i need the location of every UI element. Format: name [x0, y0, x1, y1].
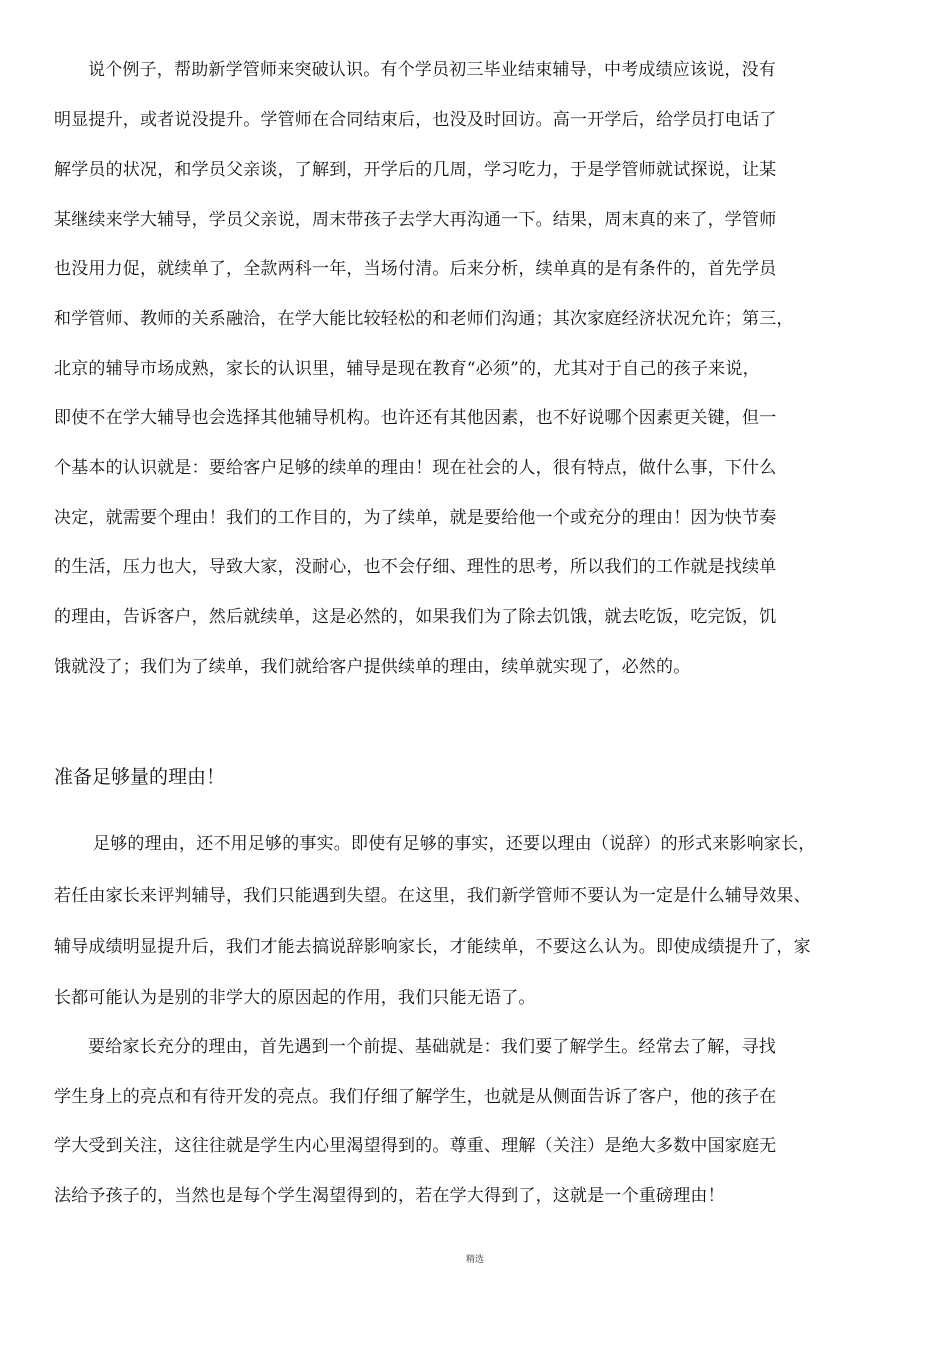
paragraph-line: 也没用力促，就续单了，全款两科一年，当场付清。后来分析，续单真的是有条件的，首先学员: [54, 259, 777, 279]
paragraph-line: 的理由，告诉客户，然后就续单，这是必然的，如果我们为了除去饥饿，就去吃饭，吃完饭，饥: [54, 607, 777, 627]
paragraph-line: 足够的理由，还不用足够的事实。即使有足够的事实，还要以理由（说辞）的形式来影响家长，: [93, 834, 816, 854]
paragraph-line: 辅导成绩明显提升后，我们才能去搞说辞影响家长，才能续单，不要这么认为。即使成绩提升了，家: [54, 937, 811, 957]
paragraph-line: 若任由家长来评判辅导，我们只能遇到失望。在这里，我们新学管师不要认为一定是什么辅导效果、: [54, 886, 811, 906]
paragraph-line: 解学员的状况，和学员父亲谈，了解到，开学后的几周，学习吃力，于是学管师就试探说，让某: [54, 160, 777, 180]
paragraph-line: 法给予孩子的，当然也是每个学生渴望得到的，若在学大得到了，这就是一个重磅理由！: [54, 1186, 725, 1206]
paragraph-line: 北京的辅导市场成熟，家长的认识里，辅导是现在教育“必须”的，尤其对于自己的孩子来说，: [54, 359, 760, 379]
section-heading: 准备足够量的理由！: [54, 766, 226, 788]
paragraph-line: 决定，就需要个理由！我们的工作目的，为了续单，就是要给他一个或充分的理由！因为快节奏: [54, 508, 777, 528]
paragraph-line: 学大受到关注，这往往就是学生内心里渴望得到的。尊重、理解（关注）是绝大多数中国家庭无: [54, 1136, 777, 1156]
page-footer: 精选: [465, 1255, 484, 1265]
paragraph-line: 明显提升，或者说没提升。学管师在合同结束后，也没及时回访。高一开学后，给学员打电话了: [54, 110, 777, 130]
paragraph-line: 说个例子，帮助新学管师来突破认识。有个学员初三毕业结束辅导，中考成绩应该说，没有: [88, 60, 776, 80]
paragraph-line: 学生身上的亮点和有待开发的亮点。我们仔细了解学生，也就是从侧面告诉了客户，他的孩子在: [54, 1087, 777, 1107]
paragraph-line: 要给家长充分的理由，首先遇到一个前提、基础就是：我们要了解学生。经常去了解，寻找: [88, 1037, 776, 1057]
paragraph-line: 饿就没了；我们为了续单，我们就给客户提供续单的理由，续单就实现了，必然的。: [54, 657, 691, 677]
paragraph-line: 长都可能认为是别的非学大的原因起的作用，我们只能无语了。: [54, 988, 536, 1008]
paragraph-line: 即使不在学大辅导也会选择其他辅导机构。也许还有其他因素，也不好说哪个因素更关键，但一: [54, 408, 777, 428]
paragraph-line: 某继续来学大辅导，学员父亲说，周末带孩子去学大再沟通一下。结果，周末真的来了，学管师: [54, 210, 777, 230]
paragraph-line: 的生活，压力也大，导致大家，没耐心，也不会仔细、理性的思考，所以我们的工作就是找续单: [54, 557, 777, 577]
paragraph-line: 和学管师、教师的关系融洽，在学大能比较轻松的和老师们沟通；其次家庭经济状况允许；第三，: [54, 309, 794, 329]
paragraph-line: 个基本的认识就是：要给客户足够的续单的理由！现在社会的人，很有特点，做什么事，下什么: [54, 458, 777, 478]
